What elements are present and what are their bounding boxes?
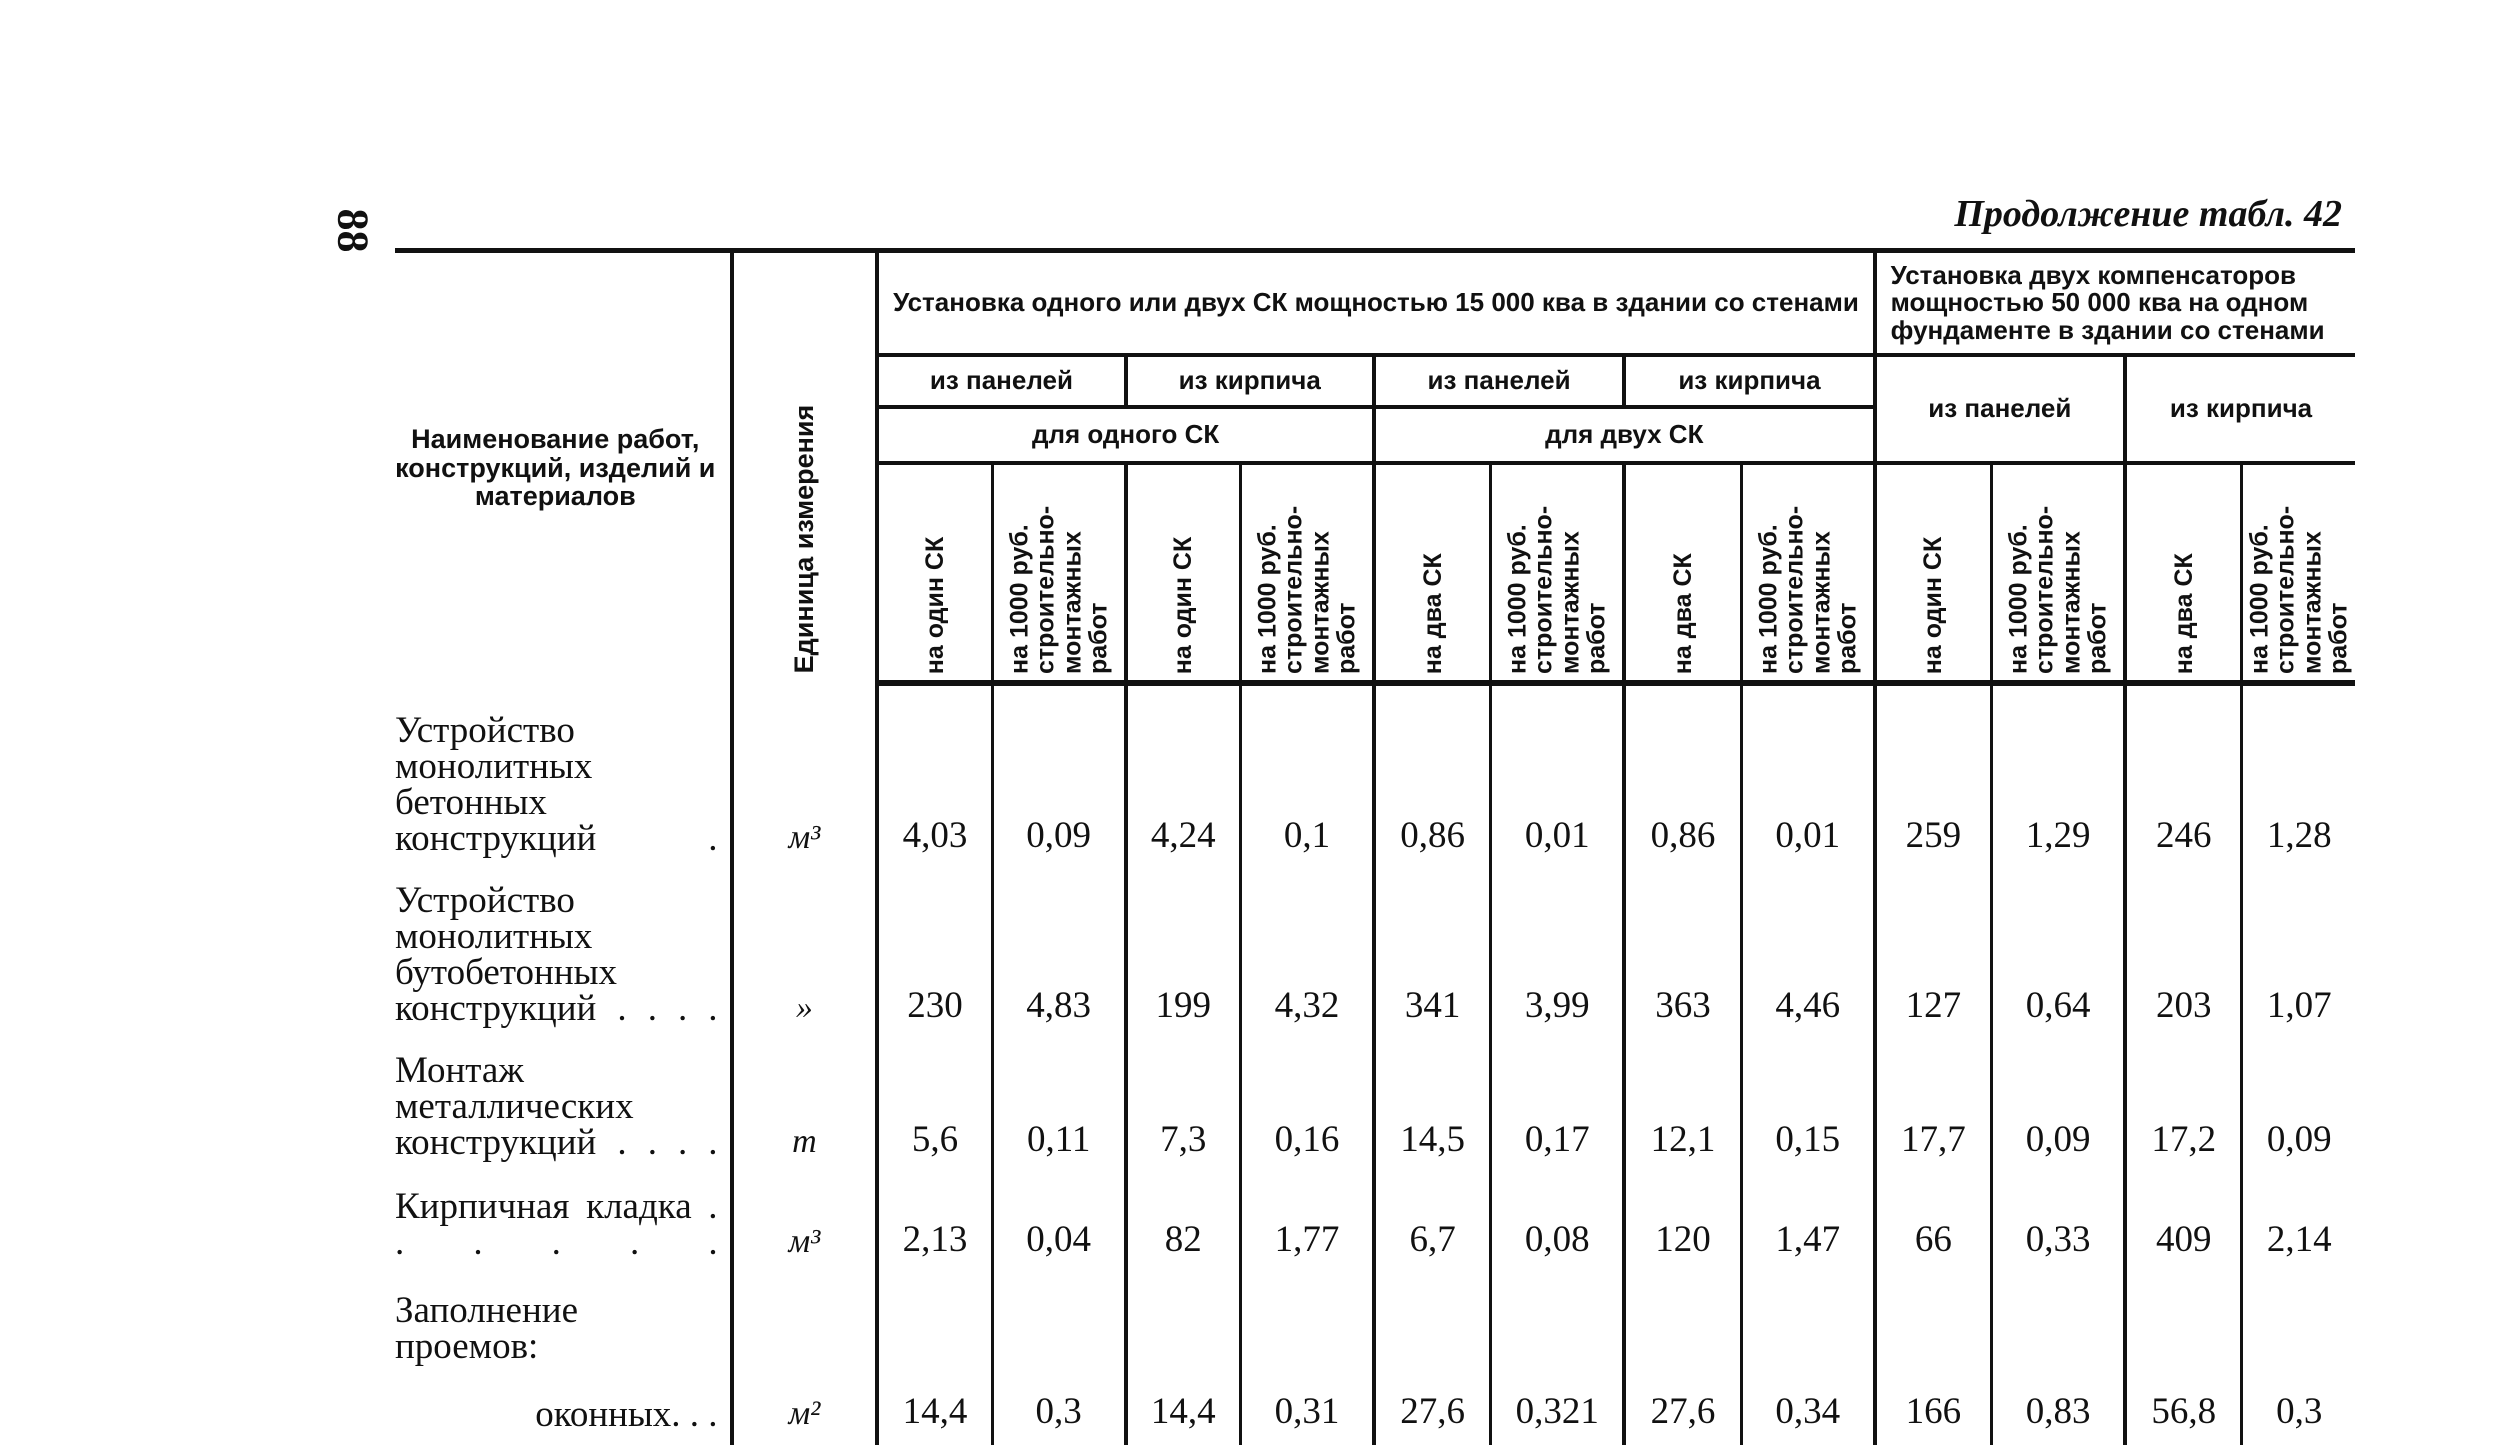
table-row [395, 1039, 2355, 1173]
unit-column-header: Единица измерения [732, 251, 878, 684]
cell-value: 0,3 [992, 1365, 1125, 1445]
cell-value: 166 [1875, 1365, 1992, 1445]
for-one-sk: для одного СК [877, 407, 1374, 463]
cell-value: 5,6 [877, 1039, 992, 1173]
data-table [395, 248, 2355, 1445]
cell-value: 259 [1875, 683, 1992, 869]
subcol-header: на 1000 руб. строительно-монтажных работ [1241, 463, 1374, 683]
cell-value: 17,2 [2125, 1039, 2242, 1173]
cell-value: 4,03 [877, 683, 992, 869]
group2-header: Установка двух компенсаторов мощностью 50 000 ква на одном фундаменте в здании со стенами [1875, 251, 2355, 356]
cell-value [1875, 1273, 1992, 1365]
cell-value [2242, 1273, 2355, 1365]
cell-value: 82 [1126, 1173, 1241, 1273]
cell-value: 0,3 [2242, 1365, 2355, 1445]
cell-value [1126, 1273, 1241, 1365]
cell-value: 6,7 [1374, 1173, 1491, 1273]
subcol-header: на 1000 руб. строительно-монтажных работ [992, 463, 1125, 683]
subcol-header: на два СК [1624, 463, 1741, 683]
cell-value: 0,09 [2242, 1039, 2355, 1173]
cell-value [1241, 1273, 1374, 1365]
cell-value: 1,07 [2242, 869, 2355, 1039]
cell-value [1741, 1273, 1874, 1365]
cell-value: 17,7 [1875, 1039, 1992, 1173]
row-name: Заполнение проемов: [395, 1290, 578, 1367]
cell-value: 14,5 [1374, 1039, 1491, 1173]
subcol-header: на 1000 руб. строительно-монтажных работ [1992, 463, 2125, 683]
cell-value: 1,28 [2242, 683, 2355, 869]
cell-value: 0,1 [1241, 683, 1374, 869]
cell-value: 0,86 [1624, 683, 1741, 869]
cell-value: 0,34 [1741, 1365, 1874, 1445]
cell-value: 4,46 [1741, 869, 1874, 1039]
subcol-header: на 1000 руб. строительно-монтажных работ [1741, 463, 1874, 683]
subcol-header: на один СК [1126, 463, 1241, 683]
row-unit: т [732, 1039, 878, 1173]
subcol-header: на два СК [2125, 463, 2242, 683]
g1-bricks-one: из кирпича [1126, 355, 1374, 407]
cell-value: 246 [2125, 683, 2242, 869]
g2-panels: из панелей [1875, 355, 2125, 463]
row-unit: м³ [732, 1173, 878, 1273]
g1-panels-two: из панелей [1374, 355, 1624, 407]
table-continuation-title: Продолжение табл. 42 [1954, 193, 2342, 235]
table-row [395, 869, 2355, 1039]
row-name: оконных. . . [535, 1394, 718, 1435]
subcol-header: на один СК [877, 463, 992, 683]
cell-value: 1,47 [1741, 1173, 1874, 1273]
cell-value: 12,1 [1624, 1039, 1741, 1173]
for-two-sk: для двух СК [1374, 407, 1875, 463]
cell-value: 0,86 [1374, 683, 1491, 869]
subcol-header: на один СК [1875, 463, 1992, 683]
table-row [395, 1173, 2355, 1273]
cell-value: 27,6 [1374, 1365, 1491, 1445]
cell-value: 4,32 [1241, 869, 1374, 1039]
cell-value: 14,4 [877, 1365, 992, 1445]
cell-value: 0,83 [1992, 1365, 2125, 1445]
cell-value: 1,77 [1241, 1173, 1374, 1273]
table-row [395, 683, 2355, 869]
cell-value: 0,321 [1491, 1365, 1624, 1445]
g2-bricks: из кирпича [2125, 355, 2355, 463]
cell-value: 14,4 [1126, 1365, 1241, 1445]
group1-header: Установка одного или двух СК мощностью 15 000 ква в здании со стенами [877, 251, 1874, 356]
cell-value: 4,83 [992, 869, 1125, 1039]
cell-value [1491, 1273, 1624, 1365]
cell-value: 0,11 [992, 1039, 1125, 1173]
cell-value [1624, 1273, 1741, 1365]
cell-value: 127 [1875, 869, 1992, 1039]
cell-value: 2,14 [2242, 1173, 2355, 1273]
cell-value: 56,8 [2125, 1365, 2242, 1445]
cell-value: 0,31 [1241, 1365, 1374, 1445]
subcol-header: на 1000 руб. строительно-монтажных работ [2242, 463, 2355, 683]
cell-value [2125, 1273, 2242, 1365]
row-unit: м² [732, 1365, 878, 1445]
cell-value: 66 [1875, 1173, 1992, 1273]
cell-value: 0,09 [992, 683, 1125, 869]
table-row [395, 1365, 2355, 1445]
cell-value: 27,6 [1624, 1365, 1741, 1445]
row-name: Монтаж металлических конструкций . . . . [395, 1050, 718, 1163]
cell-value: 230 [877, 869, 992, 1039]
page-number: 88 [328, 208, 378, 253]
cell-value: 0,09 [1992, 1039, 2125, 1173]
table-row [395, 1273, 2355, 1365]
cell-value: 0,16 [1241, 1039, 1374, 1173]
cell-value: 0,01 [1491, 683, 1624, 869]
row-name: Устройство монолитных бетонных конструкций . [395, 710, 718, 859]
cell-value [1992, 1273, 2125, 1365]
subcol-header: на 1000 руб. строительно-монтажных работ [1491, 463, 1624, 683]
cell-value: 363 [1624, 869, 1741, 1039]
cell-value: 199 [1126, 869, 1241, 1039]
cell-value: 3,99 [1491, 869, 1624, 1039]
row-name: Кирпичная кладка . . . . . . [395, 1186, 718, 1263]
g1-panels-one: из панелей [877, 355, 1125, 407]
cell-value: 1,29 [1992, 683, 2125, 869]
cell-value: 203 [2125, 869, 2242, 1039]
g1-bricks-two: из кирпича [1624, 355, 1874, 407]
cell-value: 2,13 [877, 1173, 992, 1273]
cell-value: 120 [1624, 1173, 1741, 1273]
row-unit: » [732, 869, 878, 1039]
cell-value: 0,01 [1741, 683, 1874, 869]
cell-value: 0,08 [1491, 1173, 1624, 1273]
cell-value: 4,24 [1126, 683, 1241, 869]
cell-value: 409 [2125, 1173, 2242, 1273]
cell-value [992, 1273, 1125, 1365]
cell-value: 0,04 [992, 1173, 1125, 1273]
row-unit: м³ [732, 683, 878, 869]
row-unit [732, 1273, 878, 1365]
name-column-header: Наименование работ, конструкций, изделий и материалов [395, 251, 732, 684]
cell-value: 0,64 [1992, 869, 2125, 1039]
cell-value: 0,17 [1491, 1039, 1624, 1173]
cell-value: 7,3 [1126, 1039, 1241, 1173]
cell-value [1374, 1273, 1491, 1365]
cell-value [877, 1273, 992, 1365]
cell-value: 0,15 [1741, 1039, 1874, 1173]
cell-value: 341 [1374, 869, 1491, 1039]
cell-value: 0,33 [1992, 1173, 2125, 1273]
row-name: Устройство монолитных бутобетонных конструкций . . . . [395, 880, 718, 1029]
subcol-header: на два СК [1374, 463, 1491, 683]
